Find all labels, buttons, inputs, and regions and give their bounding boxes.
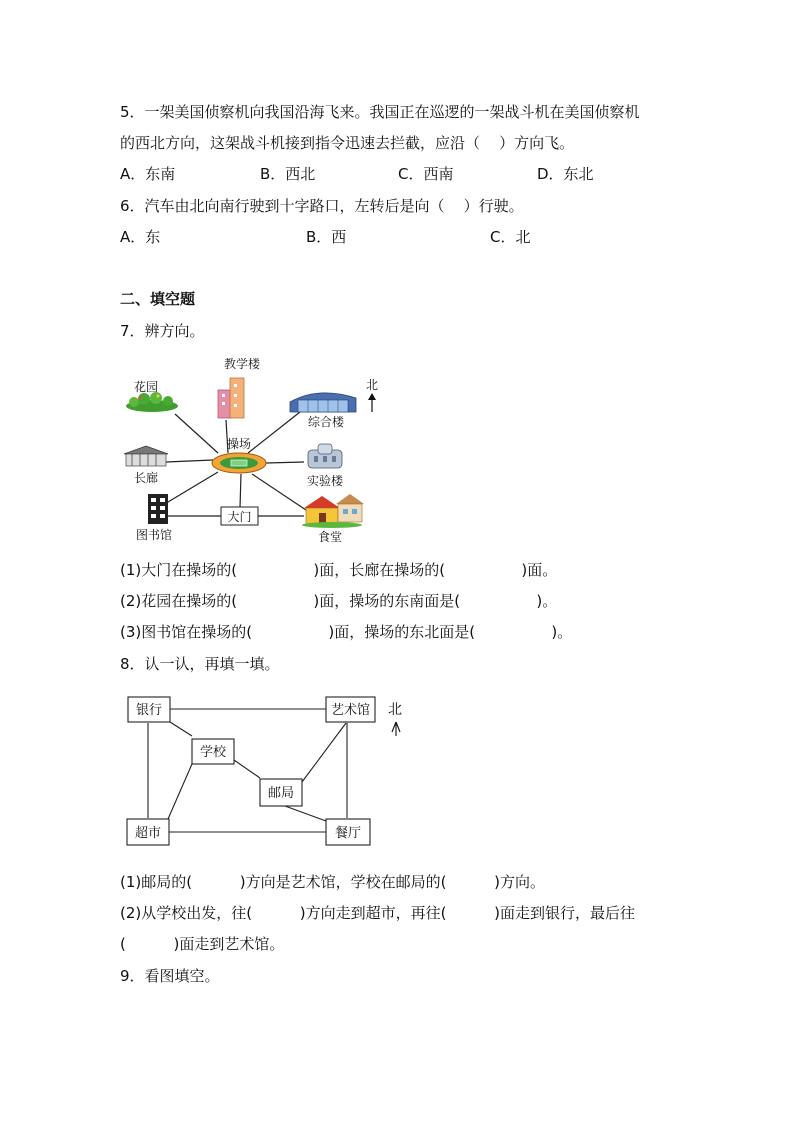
q8-title: 8．认一认，再填一填。 bbox=[120, 655, 280, 673]
q8-sub3: ( )面走到艺术馆。 bbox=[120, 935, 285, 953]
q8-map-lines bbox=[148, 709, 347, 832]
restaurant-label: 餐厅 bbox=[334, 826, 362, 841]
canteen-label: 食堂 bbox=[317, 530, 343, 544]
complex-building-label: 综合楼 bbox=[307, 415, 345, 429]
north-arrow-icon bbox=[368, 393, 376, 412]
library-label: 图书馆 bbox=[135, 528, 173, 542]
post-office-label: 邮局 bbox=[267, 786, 295, 801]
q7-sub2: (2)花园在操场的( )面，操场的东南面是( )。 bbox=[120, 592, 558, 610]
q5-option-b: B．西北 bbox=[260, 165, 316, 183]
corridor-label: 长廊 bbox=[133, 471, 159, 485]
q6-line1: 6．汽车由北向南行驶到十字路口，左转后是向（ ）行驶。 bbox=[120, 197, 524, 215]
corridor-icon bbox=[124, 446, 168, 466]
teaching-building-icon bbox=[218, 378, 244, 418]
q8-north-label: 北 bbox=[388, 702, 402, 718]
q5-option-c: C．西南 bbox=[398, 165, 454, 183]
teaching-building-label: 教学楼 bbox=[223, 357, 261, 371]
q8-sub2: (2)从学校出发，往( )方向走到超市，再往( )面走到银行，最后往 bbox=[120, 904, 636, 922]
supermarket-label: 超市 bbox=[134, 826, 162, 841]
q5-option-a: A．东南 bbox=[120, 165, 176, 183]
q8-sub1: (1)邮局的( )方向是艺术馆，学校在邮局的( )方向。 bbox=[120, 873, 546, 891]
garden-icon bbox=[126, 392, 178, 412]
q5-option-d: D．东北 bbox=[537, 165, 594, 183]
q9-title: 9．看图填空。 bbox=[120, 967, 220, 985]
q7-sub1: (1)大门在操场的( )面，长廊在操场的( )面。 bbox=[120, 561, 558, 579]
q8-north-arrow-icon bbox=[392, 722, 400, 736]
q7-title: 7．辨方向。 bbox=[120, 322, 205, 340]
q7-direction-diagram bbox=[118, 350, 388, 550]
art-museum-label: 艺术馆 bbox=[330, 703, 371, 718]
q7-north-label: 北 bbox=[365, 378, 379, 392]
lab-building-label: 实验楼 bbox=[306, 474, 344, 488]
complex-building-icon bbox=[290, 393, 356, 412]
lab-building-icon bbox=[308, 444, 342, 468]
section-heading: 二、填空题 bbox=[120, 290, 196, 308]
q8-map-diagram bbox=[118, 690, 418, 855]
gate-label: 大门 bbox=[227, 510, 252, 524]
q7-center-label: 操场 bbox=[226, 437, 252, 451]
q6-option-a: A．东 bbox=[120, 228, 161, 246]
q7-sub3: (3)图书馆在操场的( )面，操场的东北面是( )。 bbox=[120, 623, 573, 641]
garden-label: 花园 bbox=[133, 380, 159, 394]
school-label: 学校 bbox=[199, 745, 227, 760]
library-icon bbox=[148, 494, 168, 524]
q5-line1: 5．一架美国侦察机向我国沿海飞来。我国正在巡逻的一架战斗机在美国侦察机 bbox=[120, 103, 640, 121]
playground-icon bbox=[212, 453, 266, 473]
canteen-icon bbox=[302, 494, 364, 528]
q5-line2: 的西北方向，这架战斗机接到指令迅速去拦截，应沿（ ）方向飞。 bbox=[120, 134, 575, 152]
q6-option-b: B．西 bbox=[306, 228, 347, 246]
bank-label: 银行 bbox=[135, 703, 163, 718]
q6-option-c: C．北 bbox=[490, 228, 531, 246]
